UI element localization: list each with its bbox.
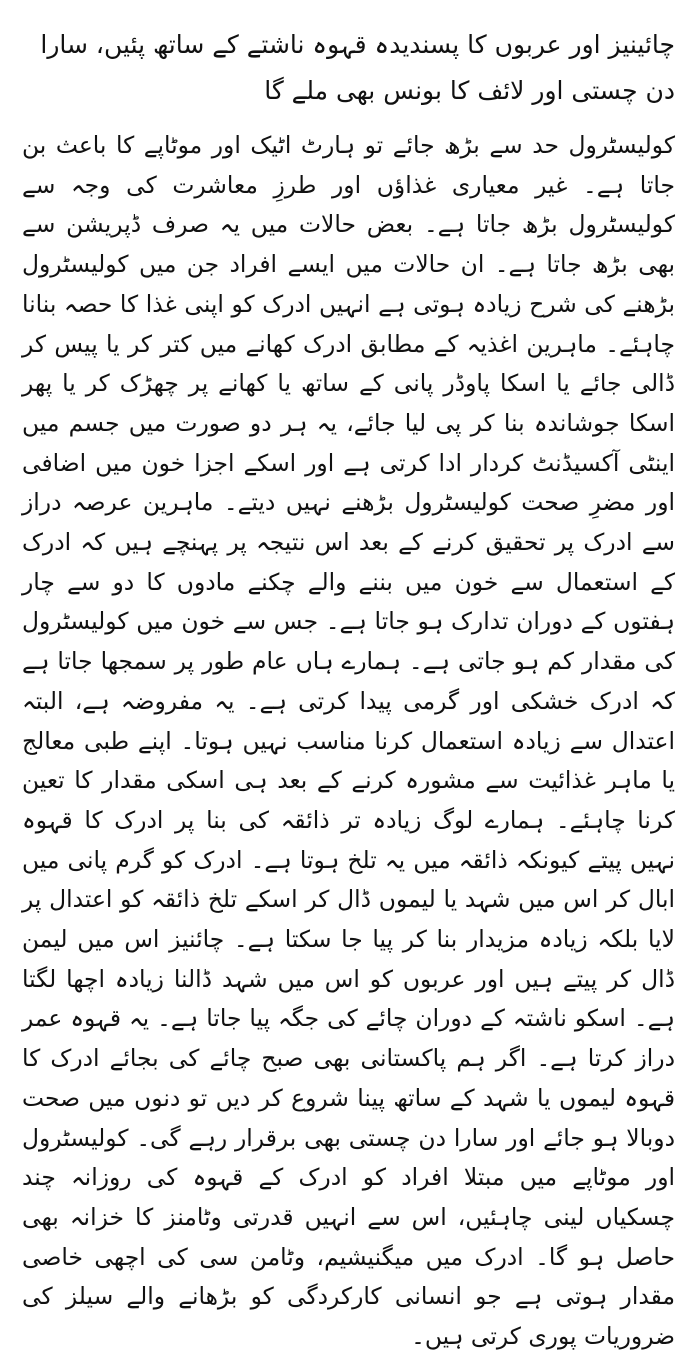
article-title: چائینیز اور عربوں کا پسندیدہ قہوہ ناشتے کے ساتھ پئیں، سارا دن چستی اور لائف کا بونس بھی ملے گا: [40, 30, 675, 105]
article-body: کولیسٹرول حد سے بڑھ جائے تو ہارٹ اٹیک اور موٹاپے کا باعث بن جاتا ہے۔ غیر معیاری غذاؤں اور طرزِ معاشرت کی وجہ سے کولیسٹرول بڑھ جاتا ہے۔ بعض حالات میں یہ صرف ڈپریشن سے بھی بڑھ جاتا ہے۔ ان حالات میں ایسے افراد جن میں کولیسٹرول بڑھنے کی شرح زیادہ ہوتی ہے انہیں ادرک کو اپنی غذا کا حصہ بنانا چاہئے۔ ماہرین اغذیہ کے مطابق ادرک کھانے میں کتر کر یا پیس کر ڈالی جائے یا اسکا پاوڈر پانی کے ساتھ یا کھانے پر چھڑک کر یا پھر اسکا جوشاندہ بنا کر پی لیا جائے، یہ ہر دو صورت میں جسم میں اینٹی آکسیڈنٹ کردار ادا کرتی ہے اور اسکے اجزا خون میں اضافی اور مضرِ صحت کولیسٹرول بڑھنے نہیں دیتے۔ ماہرین عرصہ دراز سے ادرک پر تحقیق کرنے کے بعد اس نتیجہ پر پہنچے ہیں کہ ادرک کے استعمال سے خون میں بننے والے چکنے مادوں کا دو سے چار ہفتوں کے دوران تدارک ہو جاتا ہے۔ جس سے خون میں کولیسٹرول کی مقدار کم ہو جاتی ہے۔ ہمارے ہاں عام طور پر سمجھا جاتا ہے کہ ادرک خشکی اور گرمی پیدا کرتی ہے۔ یہ مفروضہ ہے، البتہ اعتدال سے زیادہ استعمال کرنا مناسب نہیں ہوتا۔ اپنے طبی معالج یا ماہر غذائیت سے مشورہ کرنے کے بعد ہی اسکی مقدار کا تعین کرنا چاہئے۔ ہمارے لوگ زیادہ تر ذائقہ کی بنا پر ادرک کا قہوہ نہیں پیتے کیونکہ ذائقہ میں یہ تلخ ہوتا ہے۔ ادرک کو گرم پانی میں ابال کر اس میں شہد یا لیموں ڈال کر اسکے تلخ ذائقہ کو اعتدال پر لایا بلکہ زیادہ مزیدار بنا کر پیا جا سکتا ہے۔ چائنیز اس میں لیمن ڈال کر پیتے ہیں اور عربوں کو اس میں شہد ڈالنا زیادہ اچھا لگتا ہے۔ اسکو ناشتہ کے دوران چائے کی جگہ پیا جاتا ہے۔ یہ قہوہ عمر دراز کرتا ہے۔ اگر ہم پاکستانی بھی صبح چائے کی بجائے ادرک کا قہوہ لیموں یا شہد کے ساتھ پینا شروع کر دیں تو دنوں میں صحت دوبالا ہو جائے اور سارا دن چستی بھی برقرار رہے گی۔ کولیسٹرول اور موٹاپے میں مبتلا افراد کو ادرک کے قہوہ کی روزانہ چند چسکیاں لینی چاہئیں، اس سے انہیں قدرتی وٹامنز کا خزانہ بھی حاصل ہو گا۔ ادرک میں میگنیشیم، وٹامن سی کی اچھی خاصی مقدار ہوتی ہے جو انسانی کارکردگی کو بڑھانے والے سیلز کی ضروریات پوری کرتی ہیں۔: [22, 131, 675, 1351]
